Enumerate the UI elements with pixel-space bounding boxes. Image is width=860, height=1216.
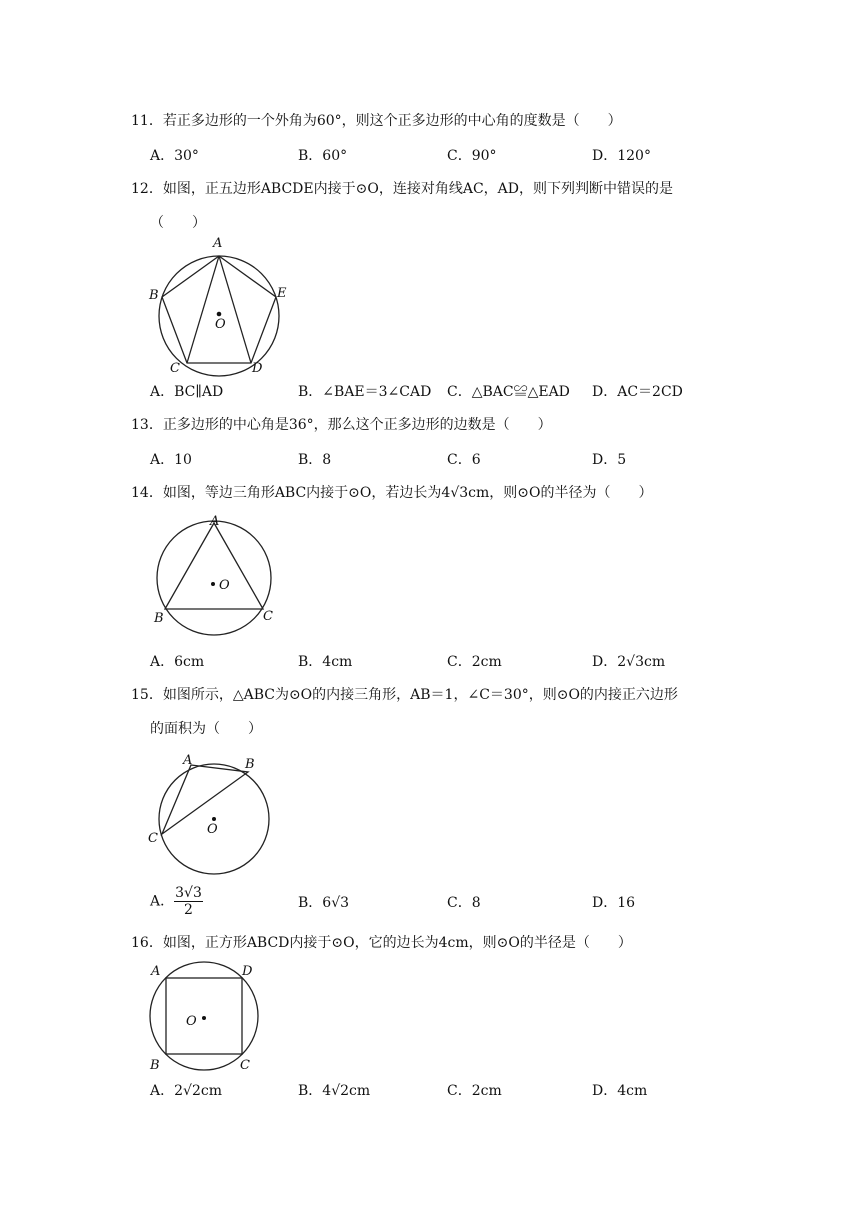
label-e: E	[277, 286, 287, 301]
label-b: B	[245, 757, 255, 772]
q13-option-c: C．6	[447, 452, 481, 468]
q15-option-a	[150, 885, 203, 918]
question-13-stem: 13．正多边形的中心角是36°，那么这个正多边形的边数是（ ）	[131, 417, 552, 433]
label-b: B	[149, 288, 159, 303]
question-15-stem-cont: 的面积为（ ）	[150, 721, 262, 737]
q14-d-prefix: D．	[592, 654, 618, 670]
q14-radical: 4√3	[441, 485, 469, 501]
q12-option-c: C．△BAC≌△EAD	[447, 384, 570, 400]
q16-a-radical: 2√2	[174, 1083, 201, 1099]
q14-option-c: C．2cm	[447, 654, 502, 670]
label-o: O	[215, 317, 226, 332]
label-a: A	[213, 236, 223, 251]
question-14-stem	[131, 483, 652, 503]
q14-d-radical: 2√3	[617, 654, 644, 670]
q11-option-c: C．90°	[447, 148, 497, 164]
fraction-numerator: 3√3	[175, 885, 202, 901]
label-o: O	[186, 1014, 197, 1029]
label-a: A	[183, 753, 193, 768]
q15-option-b	[298, 893, 349, 913]
q12-option-b: B．∠BAE＝3∠CAD	[298, 384, 432, 400]
q13-option-b: B．8	[298, 452, 332, 468]
q11-option-a: A．30°	[150, 148, 199, 164]
q16-option-d: D．4cm	[592, 1083, 648, 1099]
pentagon-figure	[140, 234, 300, 380]
q16-option-c: C．2cm	[447, 1083, 502, 1099]
q16-b-radical: 4√2	[322, 1083, 350, 1099]
q11-option-b: B．60°	[298, 148, 348, 164]
label-a: A	[210, 514, 220, 529]
q16-option-b	[298, 1081, 370, 1101]
square-figure	[140, 958, 270, 1074]
q14-stem-start: 14．如图，等边三角形ABC内接于⊙O，若边长为	[131, 485, 442, 501]
label-d: D	[252, 361, 263, 376]
q13-option-d: D．5	[592, 452, 627, 468]
fraction-denominator: 2	[184, 902, 193, 918]
q12-option-d: D．AC＝2CD	[592, 384, 683, 400]
label-o: O	[219, 578, 230, 593]
q16-a-prefix: A．	[150, 1083, 175, 1099]
label-d: D	[242, 964, 253, 979]
q12-option-a: A．BC∥AD	[150, 384, 224, 400]
label-c: C	[148, 831, 158, 846]
triangle-figure	[147, 512, 277, 628]
q14-option-a: A．6cm	[150, 654, 205, 670]
q14-d-unit: cm	[643, 654, 666, 670]
q16-b-prefix: B．	[298, 1083, 323, 1099]
question-11-stem: 11．若正多边形的一个外角为60°，则这个正多边形的中心角的度数是（ ）	[131, 113, 622, 129]
q14-option-b: B．4cm	[298, 654, 353, 670]
q15-option-c: C．8	[447, 895, 481, 911]
label-c: C	[240, 1058, 250, 1073]
question-12-stem-cont: （ ）	[150, 215, 206, 231]
question-16-stem: 16．如图，正方形ABCD内接于⊙O，它的边长为4cm，则⊙O的半径是（ ）	[131, 935, 632, 951]
label-c: C	[170, 361, 180, 376]
q15-a-prefix: A．	[150, 893, 175, 910]
q15-option-d: D．16	[592, 895, 636, 911]
label-c: C	[263, 609, 273, 624]
q11-option-d: D．120°	[592, 148, 651, 164]
question-12-stem: 12．如图，正五边形ABCDE内接于⊙O，连接对角线AC，AD，则下列判断中错误的是	[131, 181, 673, 197]
q14-stem-end: cm，则⊙O的半径为（ ）	[468, 485, 653, 501]
q16-a-unit: cm	[200, 1083, 222, 1099]
label-b: B	[154, 611, 164, 626]
q15-a-fraction	[174, 885, 203, 918]
q14-option-d	[592, 652, 665, 672]
label-o: O	[207, 822, 218, 837]
label-b: B	[150, 1058, 160, 1073]
q13-option-a: A．10	[150, 452, 192, 468]
q16-b-unit: cm	[349, 1083, 371, 1099]
question-15-stem: 15．如图所示，△ABC为⊙O的内接三角形，AB＝1，∠C＝30°，则⊙O的内接正六边形	[131, 687, 678, 703]
q15-b-radical: 6√3	[322, 895, 350, 911]
label-a: A	[151, 964, 161, 979]
q15-b-prefix: B．	[298, 895, 323, 911]
q16-option-a	[150, 1081, 222, 1101]
inscribed-triangle-figure	[145, 752, 275, 878]
